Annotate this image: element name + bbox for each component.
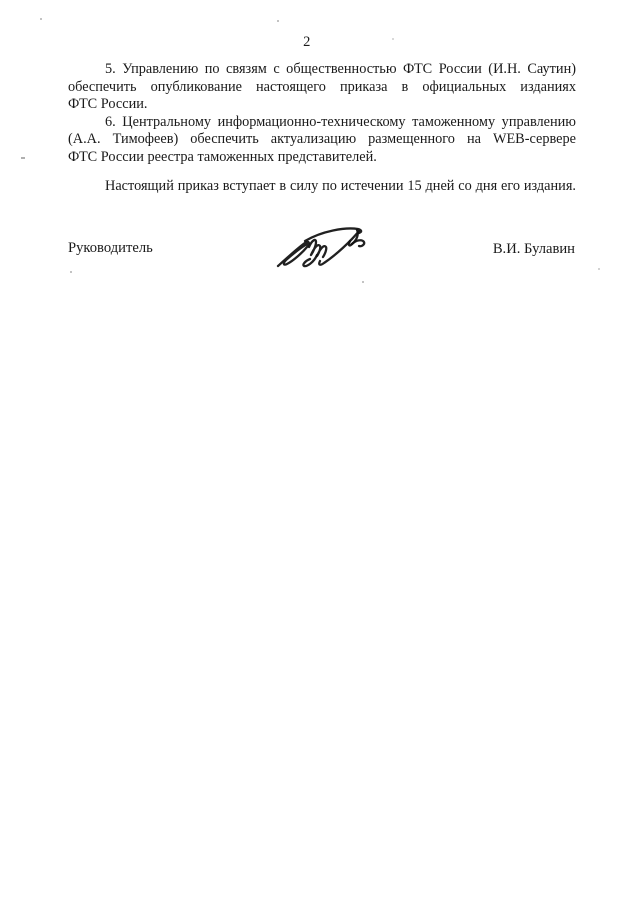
scan-speckle <box>40 18 42 20</box>
signatory-role-label: Руководитель <box>68 240 153 256</box>
paragraph-5-line-2: обеспечить опубликование настоящего приказа в официальных изданиях <box>68 78 576 95</box>
paragraph-5-line-1: 5. Управлению по связям с общественностью ФТС России (И.Н. Саутин) <box>105 61 576 77</box>
signatory-name: В.И. Булавин <box>492 241 575 257</box>
paragraph-6-line-3: ФТС России реестра таможенных представителей. <box>68 148 377 165</box>
paragraph-6 <box>68 114 576 167</box>
page-number: 2 <box>303 34 311 50</box>
scan-speckle <box>598 268 600 270</box>
paragraph-effective-date <box>68 178 576 196</box>
paragraph-5 <box>68 61 576 114</box>
effective-date-line: Настоящий приказ вступает в силу по истечении 15 дней со дня его издания. <box>105 177 576 194</box>
scan-speckle <box>362 281 364 283</box>
document-body <box>68 61 576 195</box>
scan-speckle <box>70 271 72 273</box>
paragraph-6-line-1: 6. Центральному информационно-техническому таможенному управлению <box>105 113 576 130</box>
paragraph-5-line-3: ФТС России. <box>68 96 148 112</box>
scan-speckle <box>392 38 394 40</box>
scan-speckle <box>277 20 279 22</box>
handwritten-signature-icon <box>272 224 378 276</box>
scan-speckle <box>21 157 25 159</box>
paragraph-6-line-2: (А.А. Тимофеев) обеспечить актуализацию размещенного на WEB-сервере <box>68 131 576 147</box>
